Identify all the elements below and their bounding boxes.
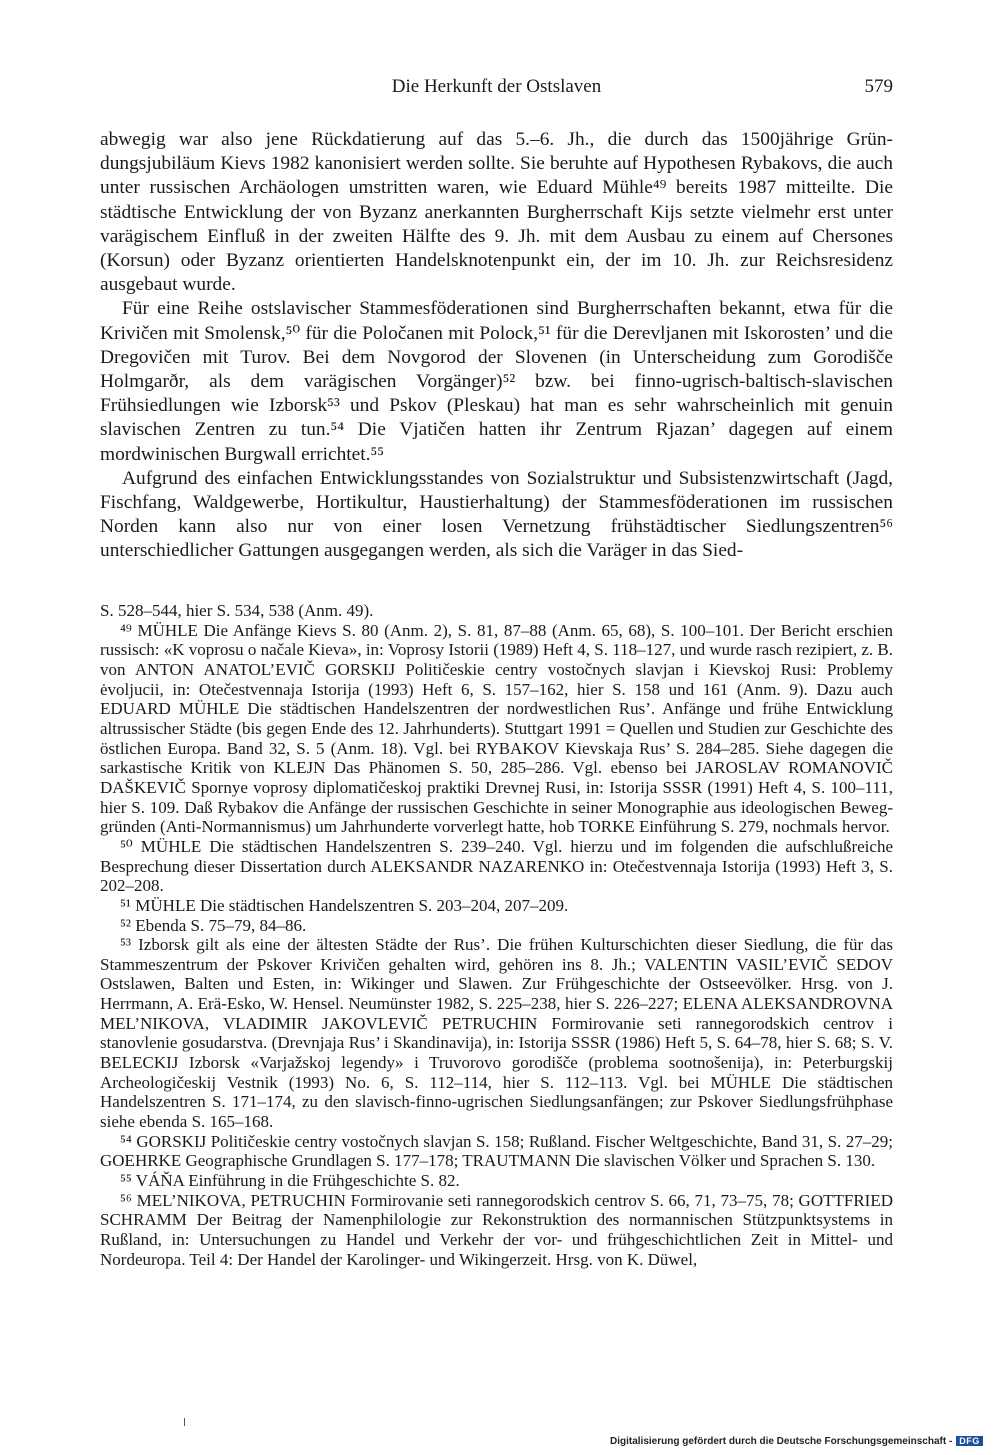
footnote-52: ⁵² Ebenda S. 75–79, 84–86. — [120, 915, 307, 935]
footnote-55: ⁵⁵ VÁŇA Einführung in die Frühgeschichte S. 82. — [120, 1171, 460, 1191]
footnote-56: ⁵⁶ MEL’NIKOVA, PETRUCHIN Formirovanie seti rannegorodskich centrov S. 66, 71, 73–75, 78; GOTTFRIED SCHRAMM Der Beitrag der Namenphilologie zur Rekonstruktion des normannischen Stützpunktsystems in Rußland, in: Untersuchungen zu Handel und Verkehr der vor- und frühgeschichtlichen Zeit in Mittel- und Nordeuropa. Teil 4: Der Handel der Karolinger- und Wikingerzeit. Hrsg. von K. Düwel, — [100, 1190, 893, 1269]
running-title: Die Herkunft der Ostslaven — [391, 76, 602, 97]
footnote-49: ⁴⁹ MÜHLE Die Anfänge Kievs S. 80 (Anm. 2), S. 81, 87–88 (Anm. 65, 68), S. 100–101. Der Bericht erschien russisch: «K voprosu o načale Kieva», in: Voprosy Istorii (1989) Heft 4, S. 118–127, und wurde rasch rezipiert, z. B. von ANTON ANATOL’EVIČ GORSKIJ Političeskie centry vostočnych slavjan i Kievskoj Rusi: Problemy ėvoljucii, in: Otečestvennaja Istorija (1993) Heft 6, S. 157–162, hier S. 158 und 161 (Anm. 9). Dazu auch EDUARD MÜHLE Die städtischen Handelszentren der nordwestlichen Rus’. Anfänge und frühe Entwicklung altrussischer Städte (bis gegen Ende des 12. Jahrhunderts). Stuttgart 1991 = Quellen und Studien zur Geschichte des östlichen Europa. Band 32, S. 5 (Anm. 18). Vgl. bei RYBAKOV Kievskaja Rus’ S. 284–285. Siehe dagegen die sarkastische Kritik von KLEJN Das Phänomen S. 50, 285–286. Vgl. ebenso bei JAROSLAV ROMANOVIČ DAŠKEVIČ Spornye voprosy diplomatičeskoj praktiki Drevnej Rusi, in: Istorija SSSR (1991) Heft 4, S. 100–111, hier S. 109. Daß Rybakov die Anfänge der russischen Geschichte in seiner Monographie aus ideologischen Beweggründen (Anti-Normannismus) um Jahrhunderte vorverlegt hatte, hob TORKE Einführung S. 279, nochmals hervor. — [100, 620, 893, 837]
scan-mark — [184, 1418, 185, 1426]
credit-text: Digitalisierung gefördert durch die Deutsche Forschungsgemeinschaft - — [610, 1436, 953, 1447]
body-paragraph-1: abwegig war also jene Rückdatierung auf das 5.–6. Jh., die durch das 1500jährige Gründungsjubiläum Kievs 1982 kanonisiert werden sollte. Sie beruhte auf Hypothesen Rybakovs, die auch unter russischen Archäologen umstritten waren, wie Eduard Mühle⁴⁹ bereits 1987 mitteilte. Die städtische Entwicklung der von Byzanz anerkannten Burgherrschaft Kijs setzte vielmehr erst unter varägischem Einfluß in der zweiten Hälfte des 9. Jh. mit dem Ausbau zu einem auf Chersones (Korsun) oder Byzanz orientierten Handelsknotenpunkt ein, der im 10. Jh. zur Reichsresidenz ausgebaut wurde. — [100, 129, 893, 296]
main-text — [100, 128, 893, 564]
footnotes — [100, 601, 893, 1269]
footnote-53: ⁵³ Izborsk gilt als eine der ältesten Städte der Rus’. Die frühen Kulturschichten dieser Siedlung, die für das Stammeszentrum der Pskover Krivičen gehalten wird, gehören ins 8. Jh.; VALENTIN VASIL’EVIČ SEDOV Ostslawen, Balten und Esten, in: Wikinger und Slawen. Zur Frühgeschichte der Ostseevölker. Hrsg. von J. Herrmann, A. Erä-Esko, W. Hensel. Neumünster 1982, S. 225–238, hier S. 226–227; ELENA ALEKSANDROVNA MEL’NIKOVA, VLADIMIR JAKOVLEVIČ PETRUCHIN Formirovanie seti rannegorodskich centrov i stanovlenie gosudarstva. (Drevnjaja Rus’ i Skandinavija), in: Istorija SSSR (1986) Heft 5, S. 64–78, hier S. 68; S. V. BELECKIJ Izborsk «Varjažskoj legendy» i Truvorovo gorodišče (problema sootnošenija), in: Peterburgskij Archeologičeskij Vestnik (1993) No. 6, S. 112–114, hier S. 112–113. Vgl. bei MÜHLE Die städtischen Handelszentren S. 171–174, zu den slavisch-finno-ugrischen Siedlungsanfängen; zur Pskover Siedlungsfrühphase siehe ebenda S. 165–168. — [100, 935, 893, 1132]
footnote-54: ⁵⁴ GORSKIJ Političeskie centry vostočnych slavjan S. 158; Rußland. Fischer Weltgeschichte, Band 31, S. 27–29; GOEHRKE Geographische Grundlagen S. 177–178; TRAUTMANN Die slavischen Völker und Sprachen S. 130. — [100, 1131, 893, 1171]
dfg-logo-icon: DFG — [956, 1436, 983, 1446]
body-paragraph-2: Für eine Reihe ostslavischer Stammesföderationen sind Burgherrschaften bekannt, etwa für die Krivičen mit Smolensk,⁵⁰ für die Poločanen mit Polock,⁵¹ für die Derevljanen mit Iskorosten’ und die Dregovičen mit Turov. Bei dem Novgorod der Slovenen (in Unterscheidung zum Gorodišče Holmgarðr, als dem varägischen Vorgänger)⁵² bzw. bei finno-ugrisch-baltisch-slavischen Frühsiedlungen wie Izborsk⁵³ und Pskov (Pleskau) hat man es sehr wahrscheinlich mit genuin slavischen Zentren zu tun.⁵⁴ Die Vjatičen hatten ihr Zentrum Rjazan’ dagegen auf einem mordwinischen Burgwall errichtet.⁵⁵ — [100, 298, 893, 465]
footnote-continuation: S. 528–544, hier S. 534, 538 (Anm. 49). — [100, 601, 374, 620]
footnote-51: ⁵¹ MÜHLE Die städtischen Handelszentren S. 203–204, 207–209. — [120, 895, 569, 915]
footnote-50: ⁵⁰ MÜHLE Die städtischen Handelszentren S. 239–240. Vgl. hierzu und im folgenden die aufschlußreiche Besprechung dieser Dissertation durch ALEKSANDR NAZARENKO in: Otečestvennaja Istorija (1993) Heft 3, S. 202–208. — [100, 836, 893, 896]
running-header — [100, 76, 893, 104]
page-number: 579 — [864, 76, 893, 97]
digitization-credit — [610, 1436, 995, 1450]
body-paragraph-3: Aufgrund des einfachen Entwicklungsstandes von Sozialstruktur und Subsistenzwirtschaft (Jagd, Fischfang, Waldgewerbe, Hortikultur, Haustierhaltung) der Stammesföderationen im russischen Norden kann also nur von einer losen Vernetzung frühstädtischer Siedlungszentren⁵⁶ unterschiedlicher Gattungen ausgegangen werden, als sich die Varäger in das Sied- — [100, 467, 893, 562]
